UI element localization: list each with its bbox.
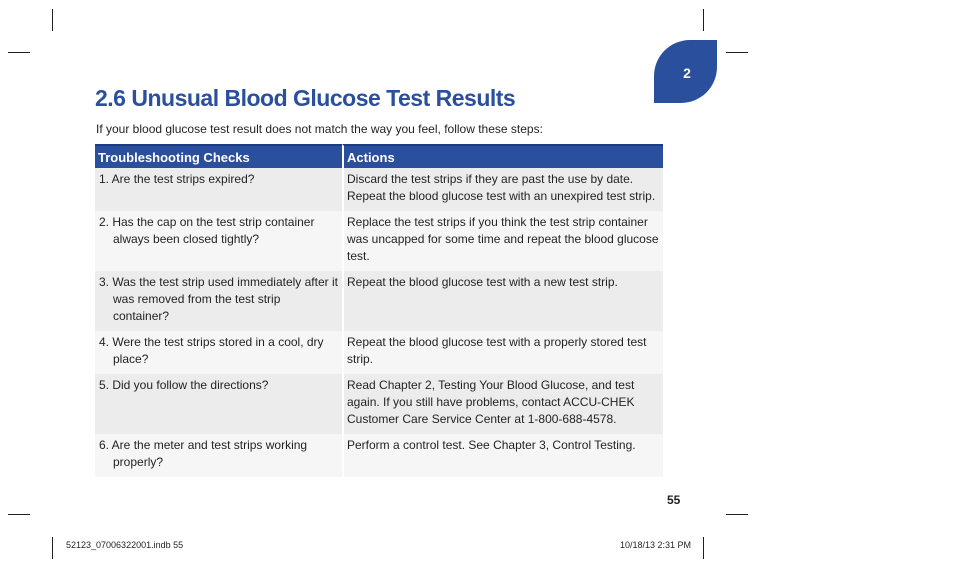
table-row [95,374,663,434]
action-cell: Repeat the blood glucose test with a new test strip. [342,271,663,331]
check-text: 1. Are the test strips expired? [99,172,255,186]
action-cell: Discard the test strips if they are past the use by date. Repeat the blood glucose test with an unexpired test strip. [342,168,663,211]
check-cell [95,331,342,374]
table-row [95,271,663,331]
crop-mark [726,52,748,53]
check-cell [95,211,342,271]
check-cell [95,374,342,434]
crop-mark [52,537,53,559]
crop-mark [8,52,30,53]
action-cell: Read Chapter 2, Testing Your Blood Glucose, and test again. If you still have problems, contact ACCU-CHEK Customer Care Service Center at 1-800-688-4578. [342,374,663,434]
check-text: 2. Has the cap on the test strip container always been closed tightly? [99,215,315,246]
chapter-number: 2 [683,65,691,81]
action-cell: Repeat the blood glucose test with a properly stored test strip. [342,331,663,374]
check-cell [95,434,342,477]
print-slug-file: 52123_07006322001.indb 55 [66,540,184,550]
check-cell [95,168,342,211]
crop-mark [703,537,704,559]
crop-mark [8,514,30,515]
print-slug-datetime: 10/18/13 2:31 PM [620,540,692,550]
intro-text: If your blood glucose test result does not match the way you feel, follow these steps: [96,122,543,136]
page-number: 55 [667,493,681,507]
check-text: 4. Were the test strips stored in a cool, dry place? [99,335,324,366]
check-text: 5. Did you follow the directions? [99,378,269,392]
crop-mark [52,9,53,31]
column-header-actions: Actions [342,144,663,168]
crop-mark [703,9,704,31]
action-cell: Perform a control test. See Chapter 3, Control Testing. [342,434,663,477]
check-text: 3. Was the test strip used immediately after it was removed from the test strip container? [99,275,338,323]
page-title: 2.6 Unusual Blood Glucose Test Results [95,85,516,111]
chapter-tab [654,40,717,103]
table-header-row [95,144,663,168]
column-header-checks: Troubleshooting Checks [95,144,342,168]
action-cell: Replace the test strips if you think the test strip container was uncapped for some time and repeat the blood glucose test. [342,211,663,271]
check-cell [95,271,342,331]
check-text: 6. Are the meter and test strips working properly? [99,438,308,469]
table-row [95,331,663,374]
table-row [95,168,663,211]
table-row [95,211,663,271]
troubleshooting-table [95,144,663,477]
table-row [95,434,663,477]
crop-mark [726,514,748,515]
